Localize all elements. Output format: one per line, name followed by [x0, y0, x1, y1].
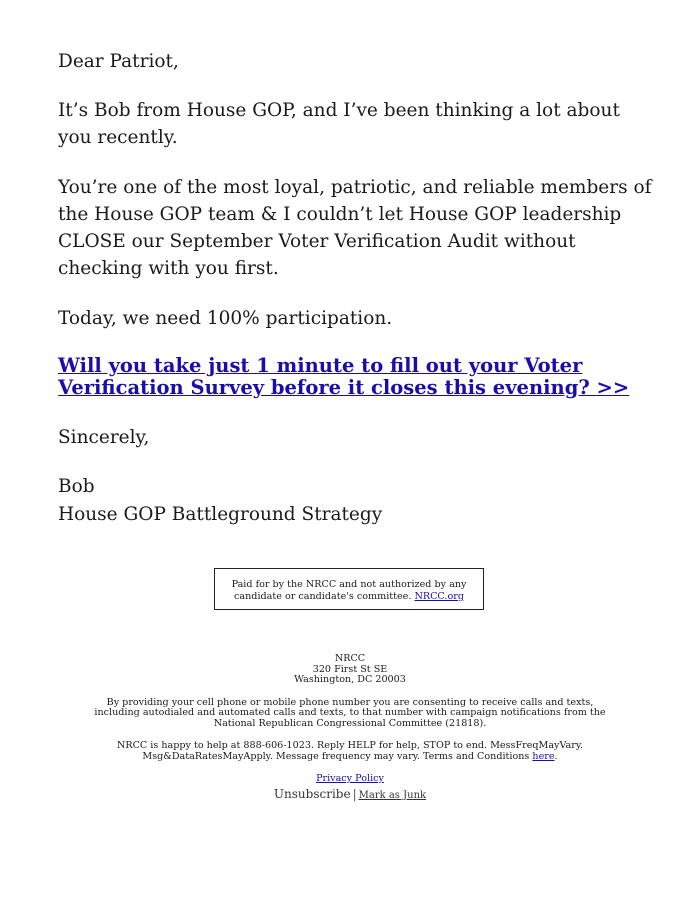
paragraph-participation: Today, we need 100% participation. — [58, 308, 393, 329]
city-address: Washington, DC 20003 — [294, 674, 406, 685]
signature-name: Bob — [58, 476, 95, 497]
greeting: Dear Patriot, — [58, 51, 179, 72]
paid-for-disclaimer — [214, 568, 484, 610]
mark-as-junk-link[interactable]: Mark as Junk — [358, 789, 427, 801]
footer — [90, 654, 610, 803]
separator: | — [352, 786, 357, 801]
terms-link[interactable]: here — [532, 750, 555, 762]
terms-end: . — [554, 750, 558, 762]
help-text: NRCC is happy to help at 888-606-1023. Reply HELP for help, STOP to end. MessFreqMayVary. Msg&DataRatesMayApply. Message frequency may vary. Terms and Conditions — [116, 740, 584, 762]
survey-cta-link[interactable]: Will you take just 1 minute to fill out your Voter Verification Survey before it closes this evening? >> — [58, 354, 630, 399]
nrcc-org-link[interactable]: NRCC.org — [414, 591, 464, 602]
disclaimer-text: Paid for by the NRCC and not authorized by any candidate or candidate's committee. — [231, 579, 467, 602]
paragraph-intro: It’s Bob from House GOP, and I’ve been thinking a lot about you recently. — [58, 100, 620, 148]
letter-body — [58, 48, 658, 529]
street-address: 320 First St SE — [312, 663, 388, 675]
unsubscribe-link[interactable]: Unsubscribe — [273, 786, 351, 801]
closing: Sincerely, — [58, 427, 150, 448]
privacy-policy-link[interactable]: Privacy Policy — [316, 773, 384, 784]
consent-notice: By providing your cell phone or mobile phone number you are consenting to receive calls and texts, including autodialed and automated calls and texts, to that number with campaign notifications from the National Republican Congressional Committee (21818). — [94, 696, 606, 729]
unsubscribe-line — [90, 787, 610, 803]
org-name: NRCC — [334, 653, 366, 664]
signature-title: House GOP Battleground Strategy — [58, 504, 383, 525]
org-address — [90, 654, 610, 686]
help-notice — [90, 741, 610, 762]
privacy-line — [90, 774, 610, 785]
paragraph-audit: You’re one of the most loyal, patriotic, and reliable members of the House GOP team & I couldn’t let House GOP leadership CLOSE our September Voter Verification Audit without checking with you first. — [58, 177, 652, 279]
